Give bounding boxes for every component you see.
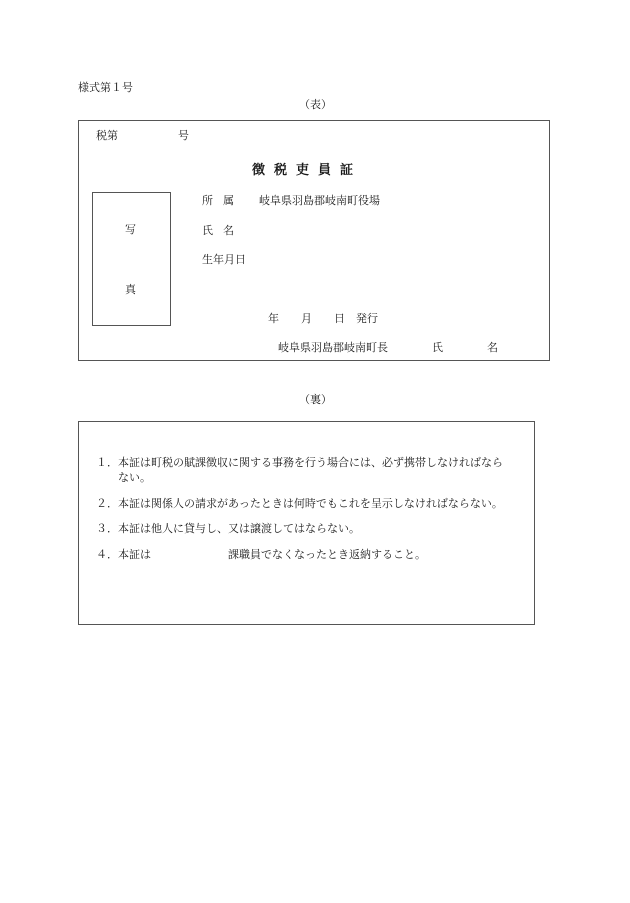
form-number-label: 様式第１号 [78,81,133,94]
photo-label-bottom: 真 [125,283,136,296]
issue-date-line: 年 月 日 発行 [268,312,378,325]
tax-number-suffix: 号 [178,129,189,142]
tax-number-prefix: 税第 [96,129,118,142]
note-number: ２． [96,497,118,510]
note-text: 本証は町税の賦課徴収に関する事務を行う場合には、必ず携帯しなければなら [118,456,503,469]
note-number: ３． [96,522,118,535]
affiliation-value: 岐阜県羽島郡岐南町役場 [259,194,380,207]
note-item [96,498,503,509]
card-title: 徴税吏員証 [251,163,362,178]
note-number: ４． [96,548,118,561]
back-side-label: （裏） [299,393,332,406]
affiliation-label: 所属 [202,194,244,207]
photo-label-top: 写 [125,223,136,236]
note-item [96,523,360,534]
note-text: 本証は 課職員でなくなったとき返納すること。 [118,548,426,561]
note-item [96,457,503,468]
photo-placeholder [92,192,171,326]
note-text: 本証は他人に貸与し、又は譲渡してはならない。 [118,522,360,535]
note-number: １． [96,456,118,469]
date-of-birth-label: 生年月日 [202,253,246,266]
front-side-label: （表） [299,98,332,111]
issuer-line: 岐阜県羽島郡岐南町長 氏 名 [278,341,498,354]
name-label: 氏名 [202,224,244,237]
note-continuation: ない。 [118,471,151,484]
note-text: 本証は関係人の請求があったときは何時でもこれを呈示しなければならない。 [118,497,503,510]
note-item [96,549,426,560]
